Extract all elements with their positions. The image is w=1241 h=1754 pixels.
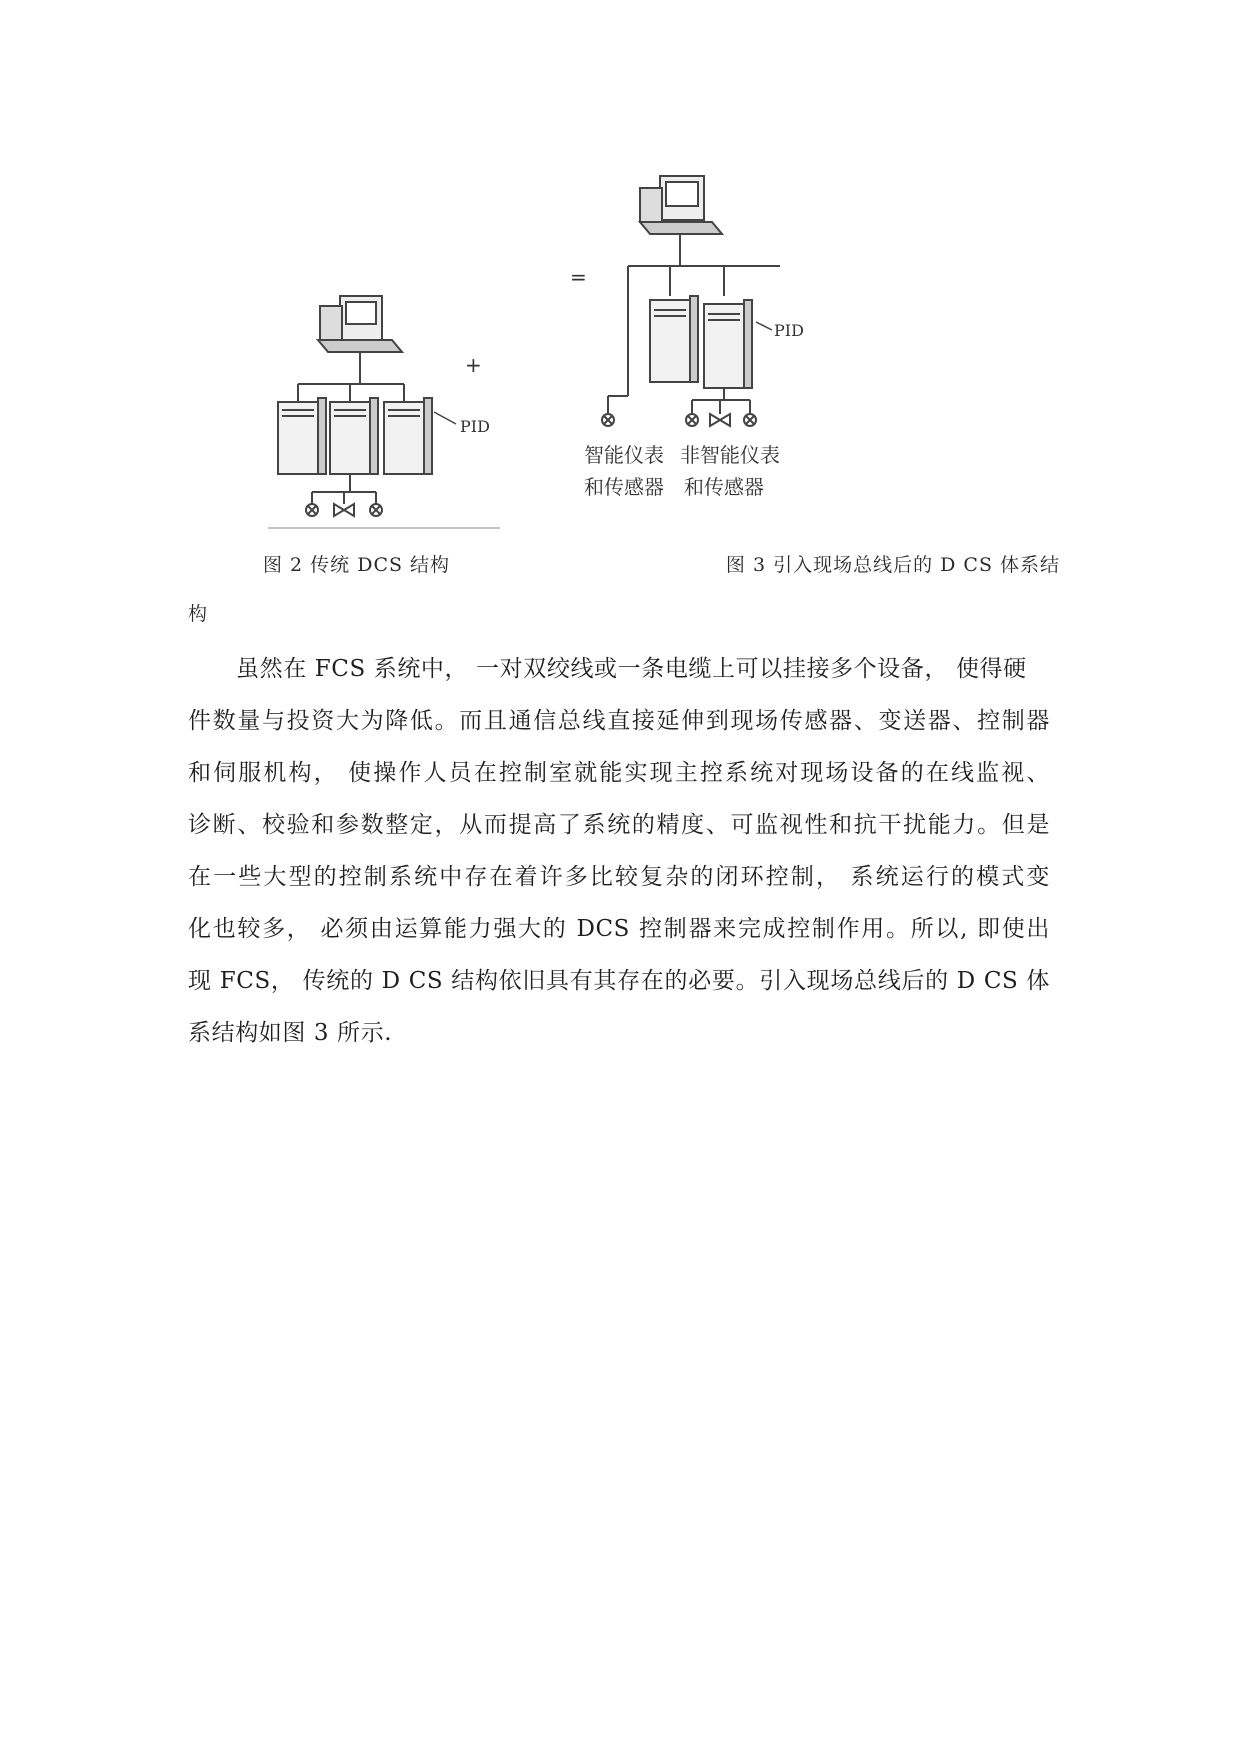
- right-sensor-icon: [744, 414, 756, 426]
- nonsmart-label-line2: 和传感器: [684, 475, 764, 499]
- right-sensor-icon: [686, 414, 698, 426]
- left-pid-label: PID: [460, 417, 490, 436]
- right-smart-sensor-icon: [602, 414, 614, 426]
- left-computer-icon: [318, 296, 402, 352]
- right-computer-icon: [640, 176, 722, 234]
- left-valve-icon: [334, 504, 354, 516]
- paragraph-line: 现 FCS， 传统的 D CS 结构依旧具有其存在的必要。引入现场总线后的 D CS 体: [188, 968, 1050, 994]
- body-paragraph: [188, 643, 1050, 1059]
- left-sensor-icon: [370, 504, 382, 516]
- equals-sign: =: [570, 265, 587, 289]
- left-cabinet-icon: [278, 398, 326, 474]
- left-cabinet-icon: [330, 398, 378, 474]
- paragraph-line: 诊断、校验和参数整定，从而提高了系统的精度、可监视性和抗干扰能力。但是: [188, 812, 1050, 838]
- paragraph-line: 件数量与投资大为降低。而且通信总线直接延伸到现场传感器、变送器、控制器: [188, 708, 1050, 734]
- figure-2-caption: 图 2 传统 DCS 结构: [263, 554, 451, 576]
- right-pid-label: PID: [774, 321, 804, 340]
- left-diagram: [278, 296, 456, 516]
- right-cabinet-icon: [650, 296, 698, 382]
- left-sensor-icon: [306, 504, 318, 516]
- right-cabinet-icon: [704, 300, 752, 388]
- right-valve-icon: [710, 414, 730, 426]
- paragraph-line: 虽然在 FCS 系统中， 一对双绞线或一条电缆上可以挂接多个设备， 使得硬: [236, 656, 1027, 682]
- smart-label-line2: 和传感器: [584, 475, 664, 499]
- right-diagram: [602, 176, 780, 426]
- figure-3-caption-wrap: 构: [188, 603, 208, 625]
- paragraph-line: 在一些大型的控制系统中存在着许多比较复杂的闭环控制， 系统运行的模式变: [188, 864, 1050, 890]
- left-cabinet-icon: [384, 398, 432, 474]
- smart-label-line1: 智能仪表: [584, 443, 664, 467]
- paragraph-line: 和伺服机构， 使操作人员在控制室就能实现主控系统对现场设备的在线监视、: [188, 760, 1050, 786]
- paragraph-line: 系结构如图 3 所示.: [188, 1020, 393, 1046]
- plus-sign: +: [465, 353, 482, 377]
- paragraph-line: 化也较多， 必须由运算能力强大的 DCS 控制器来完成控制作用。所以, 即使出: [188, 916, 1050, 942]
- nonsmart-label-line1: 非智能仪表: [680, 443, 780, 467]
- dcs-figure: [0, 0, 1241, 540]
- figure-3-caption: 图 3 引入现场总线后的 D CS 体系结: [725, 554, 1060, 576]
